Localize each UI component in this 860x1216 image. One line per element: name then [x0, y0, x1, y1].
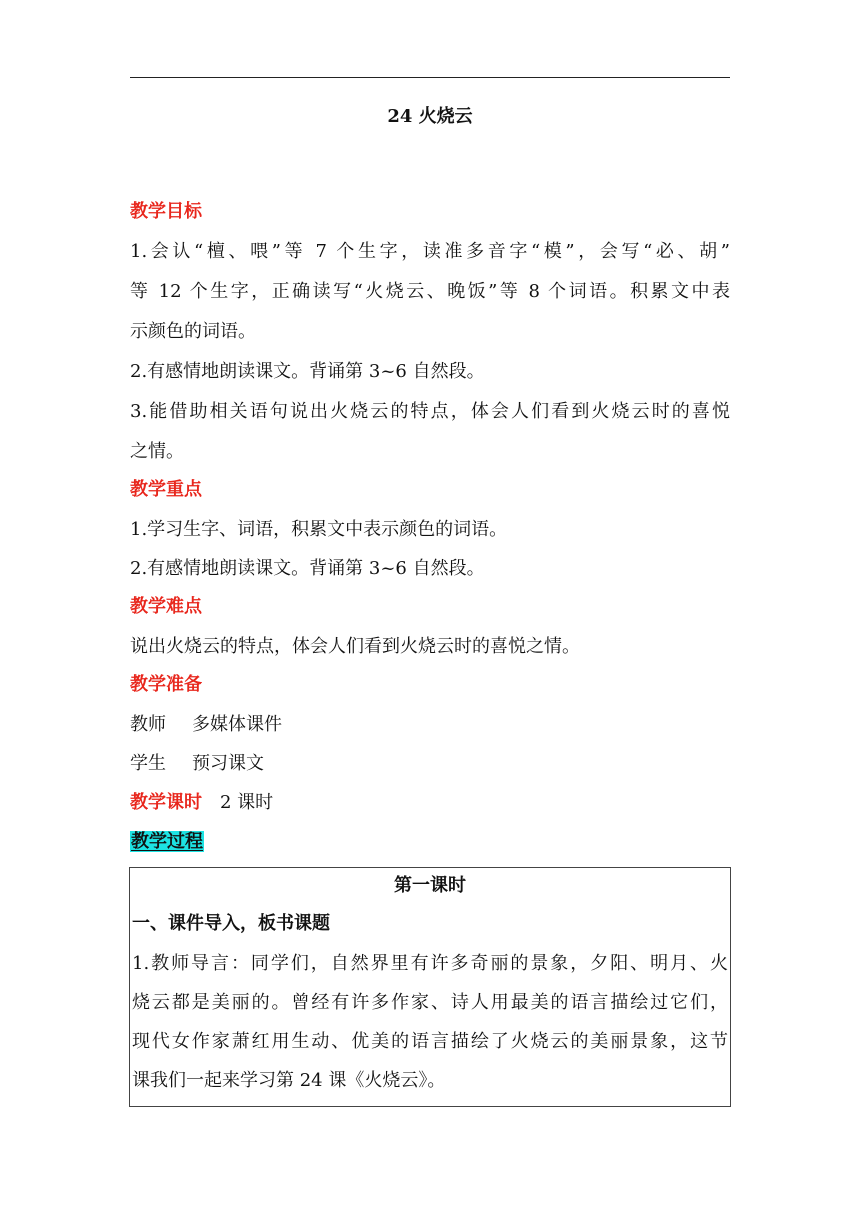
periods-value: 2 课时	[220, 792, 274, 813]
teacher-role: 教师	[130, 714, 166, 735]
objectives-line: 之情。	[130, 441, 184, 462]
lesson-paragraph-line: 1.教师导言：同学们，自然界里有许多奇丽的景象，夕阳、明月、火	[132, 953, 728, 974]
preparation-student	[130, 751, 730, 777]
objectives-line: 2.有感情地朗读课文。背诵第 3~6 自然段。	[130, 361, 485, 382]
student-item: 预习课文	[192, 753, 264, 774]
preparation-teacher	[130, 712, 730, 738]
top-rule	[130, 77, 730, 78]
first-lesson-box	[129, 867, 731, 1107]
objectives-line: 3.能借助相关语句说出火烧云的特点，体会人们看到火烧云时的喜悦	[130, 401, 730, 422]
first-lesson-title: 第一课时	[394, 875, 466, 896]
teacher-item: 多媒体课件	[192, 714, 282, 735]
lesson-paragraph-line: 烧云都是美丽的。曾经有许多作家、诗人用最美的语言描绘过它们，	[132, 992, 728, 1013]
process-heading: 教学过程	[131, 831, 203, 852]
key-points-line: 1.学习生字、词语，积累文中表示颜色的词语。	[130, 519, 508, 540]
objectives-line: 1.会认“檀、喂”等 7 个生字，读准多音字“模”，会写“必、胡”	[130, 241, 730, 262]
difficulties-line: 说出火烧云的特点，体会人们看到火烧云时的喜悦之情。	[130, 636, 580, 657]
objectives-heading: 教学目标	[130, 201, 202, 222]
key-points-line: 2.有感情地朗读课文。背诵第 3~6 自然段。	[130, 558, 485, 579]
lesson-paragraph-line: 课我们一起来学习第 24 课《火烧云》。	[132, 1070, 446, 1091]
objectives-line: 等 12 个生字，正确读写“火烧云、晚饭”等 8 个词语。积累文中表	[130, 281, 730, 302]
key-points-heading: 教学重点	[130, 479, 202, 500]
lesson-paragraph-line: 现代女作家萧红用生动、优美的语言描绘了火烧云的美丽景象，这节	[132, 1031, 728, 1052]
lesson-title: 24 火烧云	[387, 106, 473, 127]
section-heading: 一、课件导入，板书课题	[132, 913, 330, 934]
objectives-line: 示颜色的词语。	[130, 321, 256, 342]
student-role: 学生	[130, 753, 166, 774]
periods-heading: 教学课时	[130, 792, 202, 813]
difficulties-heading: 教学难点	[130, 596, 202, 617]
process-line	[130, 829, 730, 855]
periods-line	[130, 790, 730, 816]
preparation-heading: 教学准备	[130, 674, 202, 695]
